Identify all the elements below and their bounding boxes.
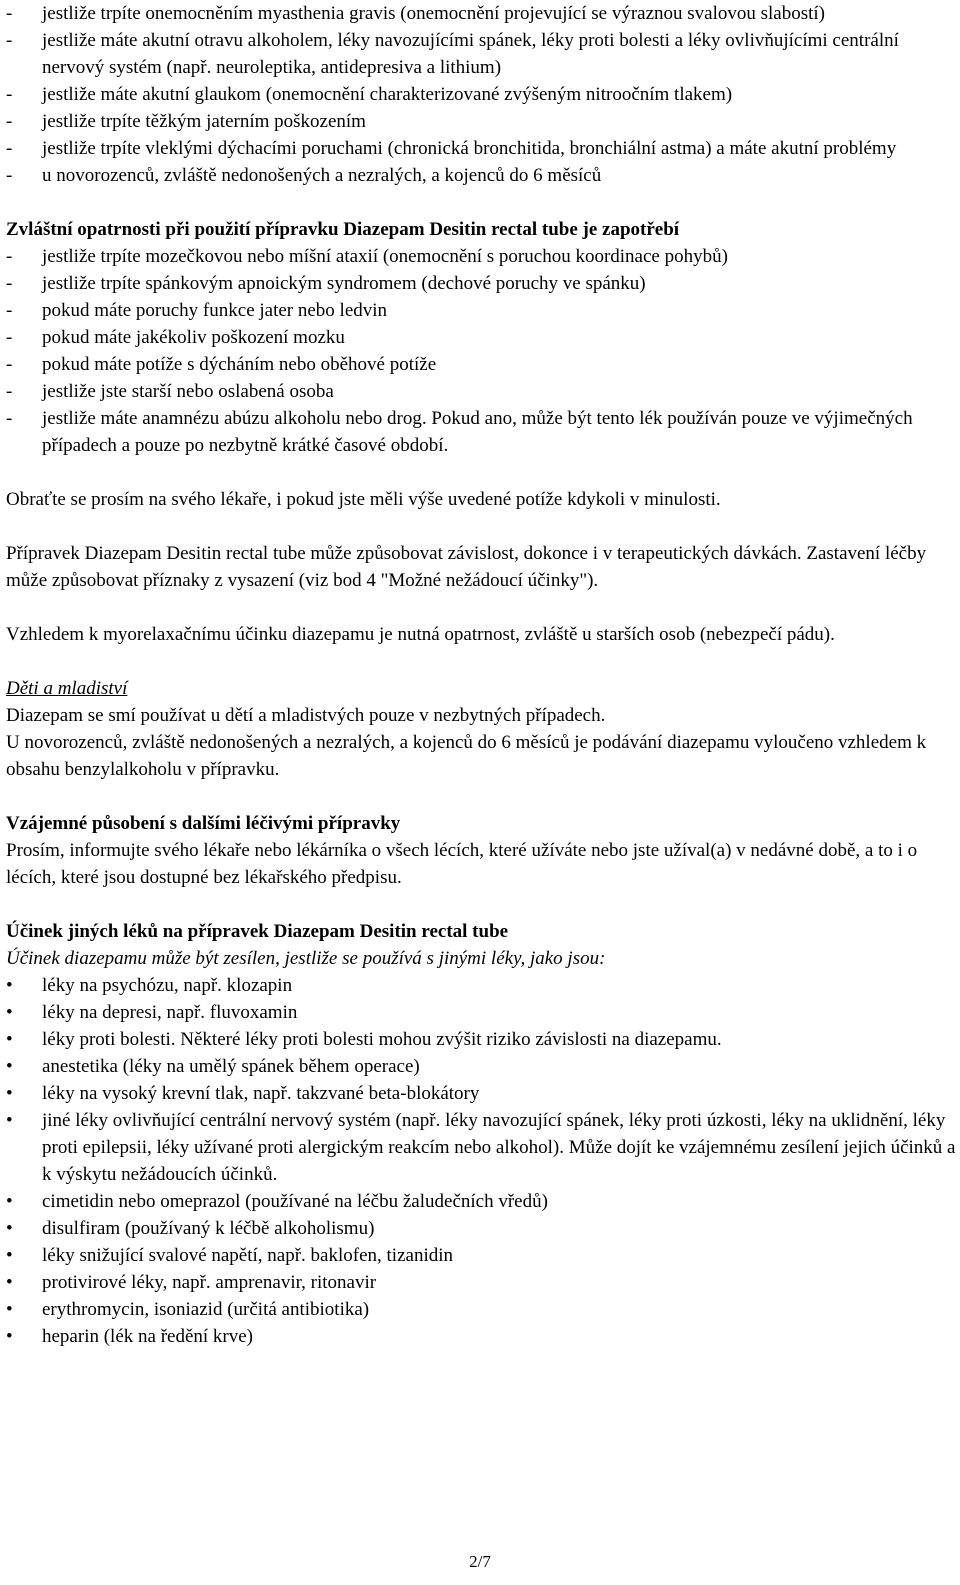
dash-marker: - <box>6 273 13 294</box>
list-item: - jestliže máte akutní glaukom (onemocnění charakterizované zvýšeným nitroočním tlakem) <box>6 81 956 108</box>
list-item: • léky proti bolesti. Některé léky proti bolesti mohou zvýšit riziko závislosti na diazepamu. <box>6 1026 956 1053</box>
list-item: • anestetika (léky na umělý spánek během operace) <box>6 1053 956 1080</box>
list-item: • erythromycin, isoniazid (určitá antibiotika) <box>6 1296 956 1323</box>
children-heading: Děti a mladiství <box>6 678 128 699</box>
dash-marker: - <box>6 327 13 348</box>
list-item: • cimetidin nebo omeprazol (používané na léčbu žaludečních vředů) <box>6 1188 956 1215</box>
bullet-marker: • <box>6 1299 13 1320</box>
dependence-paragraph: Přípravek Diazepam Desitin rectal tube může způsobovat závislost, dokonce i v terapeutických dávkách. Zastavení léčby může způsobovat příznaky z vysazení (viz bod 4 "Možné nežádoucí účinky"). <box>6 543 927 591</box>
bullet-marker: • <box>6 1029 13 1050</box>
dash-marker: - <box>6 30 13 51</box>
list-item: - pokud máte potíže s dýcháním nebo oběhové potíže <box>6 351 956 378</box>
dash-marker: - <box>6 84 13 105</box>
dash-marker: - <box>6 381 13 402</box>
dash-marker: - <box>6 165 13 186</box>
bullet-marker: • <box>6 1002 13 1023</box>
bullet-marker: • <box>6 1218 13 1239</box>
myorelaxant-paragraph: Vzhledem k myorelaxačnímu účinku diazepamu je nutná opatrnost, zvláště u starších osob (nebezpečí pádu). <box>6 624 835 645</box>
list-item: - jestliže trpíte těžkým jaterním poškozením <box>6 108 956 135</box>
dash-marker: - <box>6 408 13 429</box>
interactions-heading: Vzájemné působení s dalšími léčivými přípravky <box>6 813 401 834</box>
list-item: - jestliže trpíte vleklými dýchacími poruchami (chronická bronchitida, bronchiální astma) a máte akutní problémy <box>6 135 956 162</box>
bullet-marker: • <box>6 975 13 996</box>
list-item: - u novorozenců, zvláště nedonošených a nezralých, a kojenců do 6 měsíců <box>6 162 956 189</box>
dash-marker: - <box>6 300 13 321</box>
bullet-marker: • <box>6 1272 13 1293</box>
caution-heading: Zvláštní opatrnosti při použití přípravku Diazepam Desitin rectal tube je zapotřebí <box>6 219 680 240</box>
bullet-marker: • <box>6 1083 13 1104</box>
list-item: - pokud máte poruchy funkce jater nebo ledvin <box>6 297 956 324</box>
bullet-marker: • <box>6 1245 13 1266</box>
list-item: • léky snižující svalové napětí, např. baklofen, tizanidin <box>6 1242 956 1269</box>
bullet-marker: • <box>6 1110 13 1131</box>
dash-marker: - <box>6 111 13 132</box>
contraindication-list <box>6 0 956 189</box>
bullet-marker: • <box>6 1191 13 1212</box>
list-item: - jestliže jste starší nebo oslabená osoba <box>6 378 956 405</box>
list-item: • léky na psychózu, např. klozapin <box>6 972 956 999</box>
list-item: • léky na vysoký krevní tlak, např. takzvané beta-blokátory <box>6 1080 956 1107</box>
dash-marker: - <box>6 138 13 159</box>
effect-subheading: Účinek diazepamu může být zesílen, jestliže se používá s jinými léky, jako jsou: <box>6 948 606 969</box>
effect-list <box>6 972 956 1350</box>
caution-list <box>6 243 956 459</box>
contact-doctor-paragraph: Obraťte se prosím na svého lékaře, i pokud jste měli výše uvedené potíže kdykoli v minulosti. <box>6 489 721 510</box>
list-item: - jestliže máte anamnézu abúzu alkoholu nebo drog. Pokud ano, může být tento lék používán pouze ve výjimečných případech a pouze po nezbytně krátké časové období. <box>6 405 956 459</box>
list-item: • léky na depresi, např. fluvoxamin <box>6 999 956 1026</box>
bullet-marker: • <box>6 1326 13 1347</box>
list-item: • protivirové léky, např. amprenavir, ritonavir <box>6 1269 956 1296</box>
list-item: • heparin (lék na ředění krve) <box>6 1323 956 1350</box>
list-item: - jestliže trpíte spánkovým apnoickým syndromem (dechové poruchy ve spánku) <box>6 270 956 297</box>
bullet-marker: • <box>6 1056 13 1077</box>
list-item: - jestliže máte akutní otravu alkoholem, léky navozujícími spánek, léky proti bolesti a léky ovlivňujícími centrální nervový systém (např. neuroleptika, antidepresiva a lithium) <box>6 27 956 81</box>
list-item: • disulfiram (používaný k léčbě alkoholismu) <box>6 1215 956 1242</box>
children-line-1: Diazepam se smí používat u dětí a mladistvých pouze v nezbytných případech. <box>6 705 606 726</box>
dash-marker: - <box>6 246 13 267</box>
dash-marker: - <box>6 354 13 375</box>
children-line-2: U novorozenců, zvláště nedonošených a nezralých, a kojenců do 6 měsíců je podávání diazepamu vyloučeno vzhledem k obsahu benzylalkoholu v přípravku. <box>6 732 927 780</box>
dash-marker: - <box>6 3 13 24</box>
list-item: - jestliže trpíte onemocněním myasthenia gravis (onemocnění projevující se výraznou svalovou slabostí) <box>6 0 956 27</box>
list-item: • jiné léky ovlivňující centrální nervový systém (např. léky navozující spánek, léky proti úzkosti, léky na uklidnění, léky proti epilepsii, léky užívané proti alergickým reakcím nebo alkohol). Může dojít ke vzájemnému zesílení jejich účinků a k výskytu nežádoucích účinků. <box>6 1107 956 1188</box>
list-item: - jestliže trpíte mozečkovou nebo míšní ataxií (onemocnění s poruchou koordinace pohybů) <box>6 243 956 270</box>
interactions-text: Prosím, informujte svého lékaře nebo lékárníka o všech lécích, které užíváte nebo jste užíval(a) v nedávné době, a to i o lécích, které jsou dostupné bez lékařského předpisu. <box>6 840 918 888</box>
effect-heading: Účinek jiných léků na přípravek Diazepam Desitin rectal tube <box>6 921 509 942</box>
document-page <box>6 0 956 1350</box>
page-number: 2/7 <box>469 1552 491 1571</box>
list-item: - pokud máte jakékoliv poškození mozku <box>6 324 956 351</box>
